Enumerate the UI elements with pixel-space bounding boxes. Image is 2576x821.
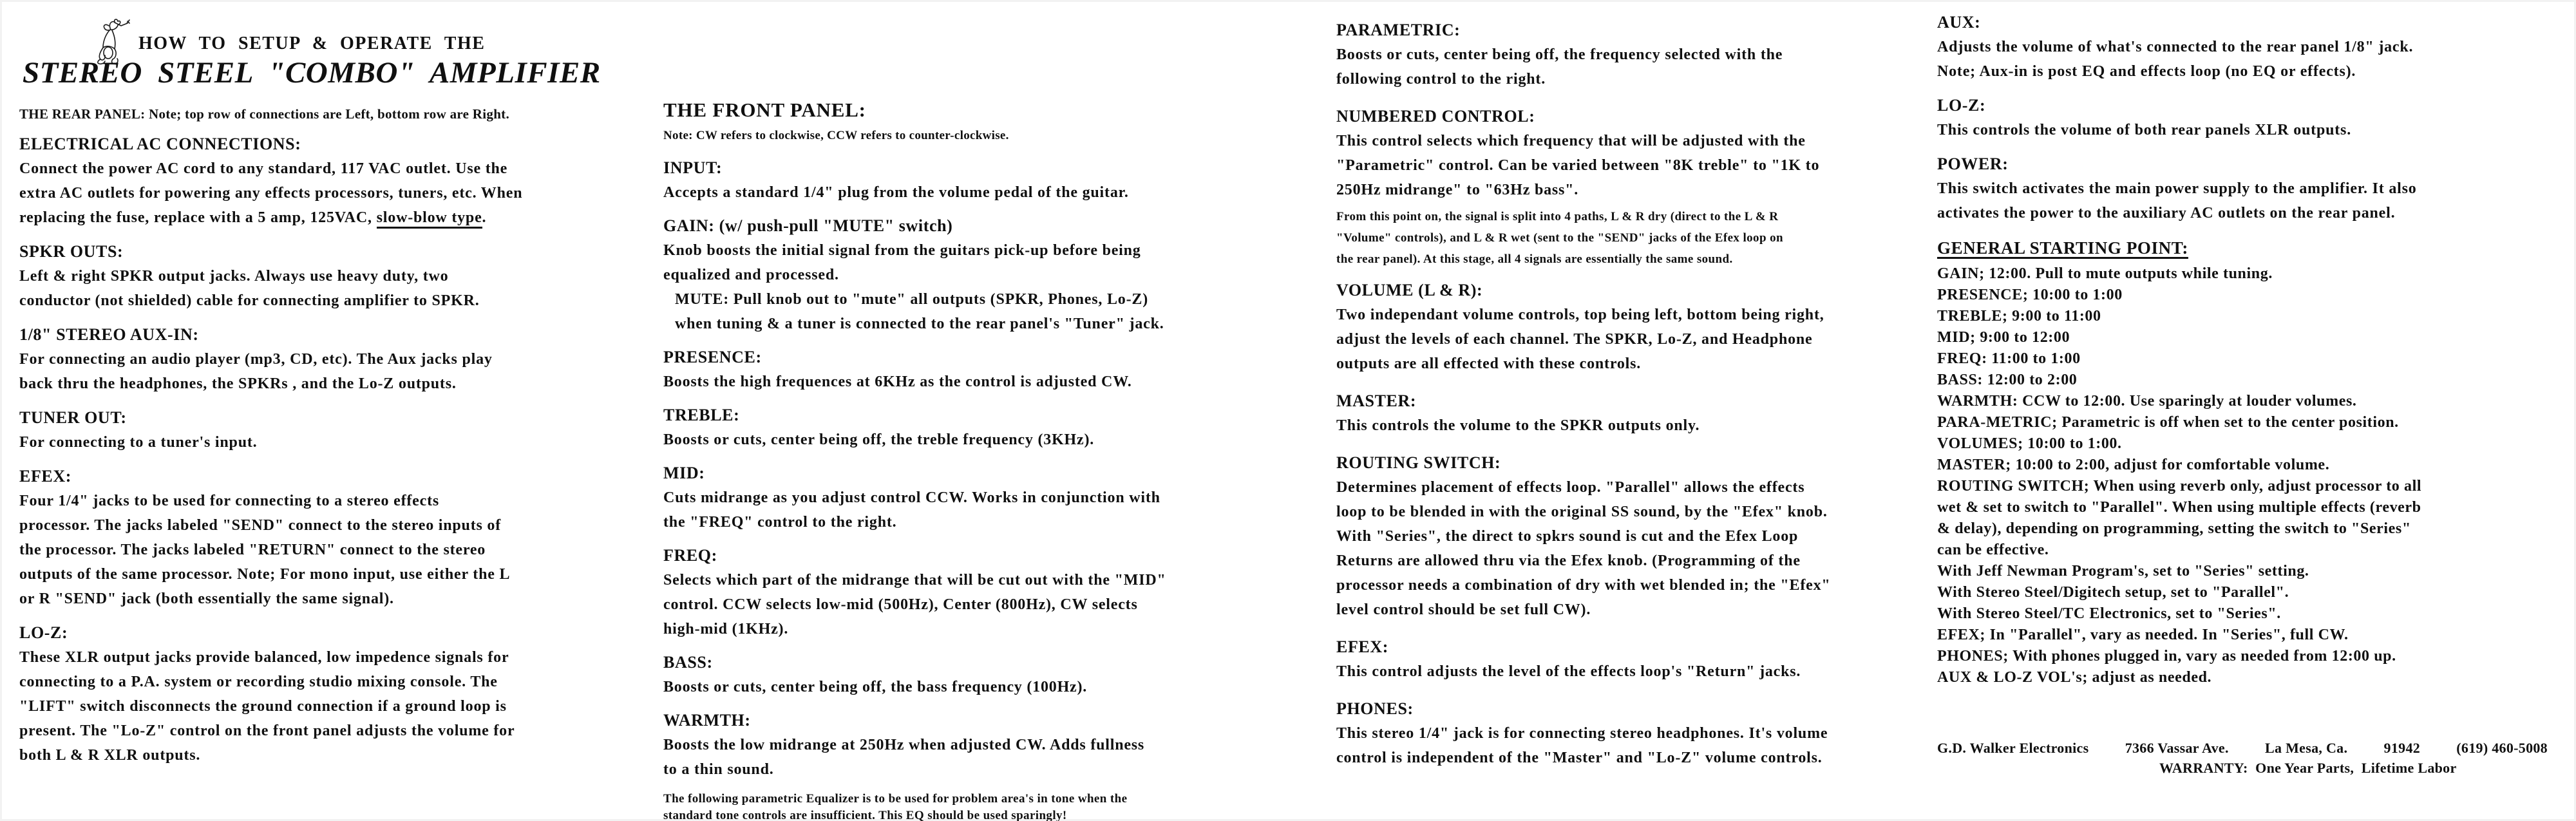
section-heading: POWER: [1937, 155, 2009, 173]
text-line: conductor (not shielded) cable for connecting amplifier to SPKR. [19, 292, 480, 309]
section-heading: GAIN: (w/ push-pull "MUTE" switch) [663, 216, 953, 235]
text-line: when tuning & a tuner is connected to the rear panel's "Tuner" jack. [675, 316, 1164, 332]
text-line: Accepts a standard 1/4" plug from the volume pedal of the guitar. [663, 184, 1129, 201]
footer [1937, 739, 2565, 779]
text-line: activates the power to the auxiliary AC outlets on the rear panel. [1937, 205, 2396, 222]
text-line: Cuts midrange as you adjust control CCW. Works in conjunction with [663, 489, 1160, 506]
text-line: replacing the fuse, replace with a 5 amp, 125VAC, slow-blow type. [19, 205, 631, 230]
section-input [663, 156, 1282, 205]
text-line: present. The "Lo-Z" control on the front panel adjusts the volume for [19, 722, 515, 739]
setting-item: FREQ: 11:00 to 1:00 [1937, 350, 2081, 367]
text-line: "Volume" controls), and L & R wet (sent to the "SEND" jacks of the Efex loop on [1336, 231, 1783, 245]
text-line: extra AC outlets for powering any effects processors, tuners, etc. When [19, 185, 523, 202]
text-line: Boosts the high frequences at 6KHz as the control is adjusted CW. [663, 373, 1132, 390]
text-line: control. CCW selects low-mid (500Hz), Center (800Hz), CW selects [663, 596, 1138, 613]
section-spkr-outs [19, 240, 631, 313]
text-line: With "Series", the direct to spkrs sound is cut and the Efex Loop [1336, 528, 1799, 545]
section-mid [663, 461, 1282, 534]
section-bass [663, 650, 1282, 699]
setting-item: With Stereo Steel/TC Electronics, set to "Series". [1937, 605, 2281, 622]
text-line: high-mid (1KHz). [663, 621, 789, 637]
text-line: level control should be set full CW). [1336, 601, 1591, 618]
setting-item: VOLUMES; 10:00 to 1:00. [1937, 435, 2122, 452]
text-line: Boosts or cuts, center being off, the frequency selected with the [1336, 46, 1783, 63]
text-line: This control selects which frequency that will be adjusted with the [1336, 133, 1806, 149]
text-line: following control to the right. [1336, 71, 1546, 88]
text-line: From this point on, the signal is split into 4 paths, L & R dry (direct to the L & R [1336, 210, 1779, 223]
text-line: "LIFT" switch disconnects the ground connection if a ground loop is [19, 698, 507, 715]
setting-item: EFEX; In "Parallel", vary as needed. In "Series", full CW. [1937, 627, 2349, 643]
column-front-panel [663, 0, 1282, 821]
section-warmth [663, 708, 1282, 782]
parametric-eq-footnote [663, 791, 1282, 821]
text-line: This switch activates the main power supply to the amplifier. It also [1937, 180, 2417, 197]
section-aux [1937, 10, 2565, 84]
section-efex-rear [19, 464, 631, 611]
setting-item: can be effective. [1937, 542, 2049, 558]
text-line: "Parametric" control. Can be varied between "8K treble" to "1K to [1336, 157, 1820, 174]
text-line: connecting to a P.A. system or recording studio mixing console. The [19, 674, 498, 690]
text-line: back thru the headphones, the SPKRs , and the Lo-Z outputs. [19, 375, 457, 392]
text-line: outputs of the same processor. Note; For mono input, use either the L [19, 566, 511, 583]
text-line: Two independant volume controls, top being left, bottom being right, [1336, 307, 1824, 323]
section-heading: LO-Z: [19, 623, 68, 642]
zip-code: 91942 [2383, 740, 2421, 756]
setting-item: AUX & LO-Z VOL's; adjust as needed. [1937, 669, 2212, 686]
text-line: processor. The jacks labeled "SEND" connect to the stereo inputs of [19, 517, 502, 534]
section-heading: LO-Z: [1937, 96, 1986, 115]
phone-number: (619) 460-5008 [2456, 740, 2548, 756]
setting-item: TREBLE; 9:00 to 11:00 [1937, 308, 2101, 325]
setting-item: BASS: 12:00 to 2:00 [1937, 372, 2078, 388]
text-line: to a thin sound. [663, 761, 774, 778]
section-heading: 1/8" STEREO AUX-IN: [19, 325, 199, 344]
text-line: This control adjusts the level of the effects loop's "Return" jacks. [1336, 663, 1801, 680]
section-heading: INPUT: [663, 158, 723, 177]
column-aux-starting-point [1937, 0, 2565, 821]
starting-point-heading: GENERAL STARTING POINT: [1937, 238, 2188, 258]
city: La Mesa, Ca. [2265, 740, 2348, 756]
section-phones [1336, 697, 1922, 770]
text-line: standard tone controls are insufficient. This EQ should be used sparingly! [663, 809, 1067, 821]
column-parametric-routing [1336, 0, 1922, 821]
setting-item: PARA-METRIC; Parametric is off when set to the center position. [1937, 414, 2399, 431]
section-gain [663, 214, 1282, 336]
warranty-line: WARRANTY: One Year Parts, Lifetime Labor [2159, 760, 2457, 776]
section-heading: AUX: [1937, 13, 1981, 32]
text-line: For connecting an audio player (mp3, CD, etc). The Aux jacks play [19, 351, 493, 368]
text-line: MUTE: Pull knob out to "mute" all outputs (SPKR, Phones, Lo-Z) [675, 291, 1148, 308]
setting-item: ROUTING SWITCH; When using reverb only, adjust processor to all [1937, 478, 2422, 495]
rear-panel-note: THE REAR PANEL: Note; top row of connections are Left, bottom row are Right. [19, 106, 510, 122]
setting-item: PHONES; With phones plugged in, vary as needed from 12:00 up. [1937, 648, 2396, 665]
setting-item: & delay), depending on programming, setting the switch to "Series" [1937, 520, 2411, 537]
section-heading: PRESENCE: [663, 348, 762, 366]
text-line: equalized and processed. [663, 267, 839, 283]
text-line: The following parametric Equalizer is to be used for problem area's in tone when the [663, 792, 1128, 806]
company-name: G.D. Walker Electronics [1937, 740, 2089, 756]
text-line: Selects which part of the midrange that will be cut out with the "MID" [663, 572, 1166, 589]
page-title: STEREO STEEL "COMBO" AMPLIFIER [23, 56, 601, 90]
text-line: Determines placement of effects loop. "Parallel" allows the effects [1336, 479, 1805, 496]
underlined-text: slow-blow type [377, 209, 482, 229]
section-presence [663, 345, 1282, 394]
section-parametric [1336, 18, 1922, 91]
text-line: For connecting to a tuner's input. [19, 434, 258, 451]
section-master [1336, 389, 1922, 438]
text-line: Boosts or cuts, center being off, the treble frequency (3KHz). [663, 431, 1095, 448]
section-lo-z-volume [1937, 93, 2565, 142]
page-eyebrow-title: HOW TO SETUP & OPERATE THE [138, 33, 486, 53]
text-line: the processor. The jacks labeled "RETURN" connect to the stereo [19, 542, 486, 558]
text-line: or R "SEND" jack (both essentially the same signal). [19, 590, 394, 607]
section-heading: PARAMETRIC: [1336, 21, 1461, 39]
section-heading: WARMTH: [663, 711, 751, 730]
text-line: Note; Aux-in is post EQ and effects loop (no EQ or effects). [1937, 63, 2356, 80]
section-heading: BASS: [663, 653, 713, 672]
text-line: Returns are allowed thru via the Efex knob. (Programming of the [1336, 552, 1801, 569]
setting-item: WARMTH: CCW to 12:00. Use sparingly at louder volumes. [1937, 393, 2357, 410]
general-starting-point [1937, 235, 2565, 688]
section-treble [663, 403, 1282, 452]
section-heading: TREBLE: [663, 406, 740, 424]
setting-item: With Stereo Steel/Digitech setup, set to "Parallel". [1937, 584, 2289, 601]
text-line: This controls the volume to the SPKR outputs only. [1336, 417, 1700, 434]
section-heading: MID: [663, 464, 705, 482]
street-address: 7366 Vassar Ave. [2125, 740, 2229, 756]
setting-item: GAIN; 12:00. Pull to mute outputs while tuning. [1937, 265, 2273, 282]
text-line: This controls the volume of both rear panels XLR outputs. [1937, 122, 2351, 138]
signal-split-note [1336, 206, 1922, 270]
section-volume-l-r [1336, 278, 1922, 376]
text-line: Connect the power AC cord to any standard, 117 VAC outlet. Use the [19, 160, 508, 177]
section-numbered-control [1336, 104, 1922, 202]
section-heading: VOLUME (L & R): [1336, 281, 1483, 299]
text-line: Left & right SPKR output jacks. Always use heavy duty, two [19, 268, 449, 285]
setting-item: wet & set to switch to "Parallel". When using multiple effects (reverb [1937, 499, 2421, 516]
section-efex-level [1336, 635, 1922, 684]
section-heading: ELECTRICAL AC CONNECTIONS: [19, 135, 301, 153]
text-line: This stereo 1/4" jack is for connecting stereo headphones. It's volume [1336, 725, 1828, 742]
text-line: Boosts or cuts, center being off, the bass frequency (100Hz). [663, 679, 1088, 695]
section-lo-z-rear [19, 621, 631, 768]
text-line: 250Hz midrange" to "63Hz bass". [1336, 182, 1579, 198]
section-stereo-aux-in [19, 323, 631, 396]
setting-item: MID; 9:00 to 12:00 [1937, 329, 2070, 346]
text-line: the rear panel). At this stage, all 4 signals are essentially the same sound. [1336, 252, 1733, 266]
section-heading: SPKR OUTS: [19, 242, 124, 261]
setting-item: PRESENCE; 10:00 to 1:00 [1937, 287, 2123, 303]
section-heading: EFEX: [1336, 637, 1388, 656]
text-line: processor needs a combination of dry with wet blended in; the "Efex" [1336, 577, 1831, 594]
section-heading: EFEX: [19, 467, 71, 486]
text-line: adjust the levels of each channel. The SPKR, Lo-Z, and Headphone [1336, 331, 1813, 348]
text-line: Four 1/4" jacks to be used for connecting to a stereo effects [19, 493, 440, 509]
text-line: Boosts the low midrange at 250Hz when adjusted CW. Adds fullness [663, 737, 1145, 753]
section-tuner-out [19, 406, 631, 455]
section-freq [663, 543, 1282, 641]
company-address-row [1937, 739, 2548, 758]
text-line: These XLR output jacks provide balanced, low impedence signals for [19, 649, 509, 666]
front-panel-heading: THE FRONT PANEL: [663, 99, 866, 121]
text-line: loop to be blended in with the original SS sound, by the "Efex" knob. [1336, 504, 1828, 520]
text-line: Knob boosts the initial signal from the guitars pick-up before being [663, 242, 1141, 259]
section-routing-switch [1336, 451, 1922, 622]
column-rear-panel [19, 0, 631, 821]
cw-ccw-note: Note: CW refers to clockwise, CCW refers to counter-clockwise. [663, 129, 1009, 142]
text-line: the "FREQ" control to the right. [663, 514, 897, 531]
section-heading: PHONES: [1336, 699, 1414, 718]
text-line: control is independent of the "Master" and "Lo-Z" volume controls. [1336, 750, 1823, 766]
text-line: both L & R XLR outputs. [19, 747, 201, 764]
setting-item: With Jeff Newman Program's, set to "Series" setting. [1937, 563, 2309, 580]
section-power [1937, 152, 2565, 225]
section-heading: MASTER: [1336, 392, 1417, 410]
section-heading: FREQ: [663, 546, 717, 565]
setting-item: MASTER; 10:00 to 2:00, adjust for comfortable volume. [1937, 457, 2330, 473]
text-line: Adjusts the volume of what's connected to the rear panel 1/8" jack. [1937, 39, 2414, 55]
section-heading: ROUTING SWITCH: [1336, 453, 1501, 472]
section-heading: NUMBERED CONTROL: [1336, 107, 1535, 126]
section-heading: TUNER OUT: [19, 408, 127, 427]
text-line: outputs are all effected with these controls. [1336, 355, 1642, 372]
section-electrical-ac [19, 132, 631, 230]
